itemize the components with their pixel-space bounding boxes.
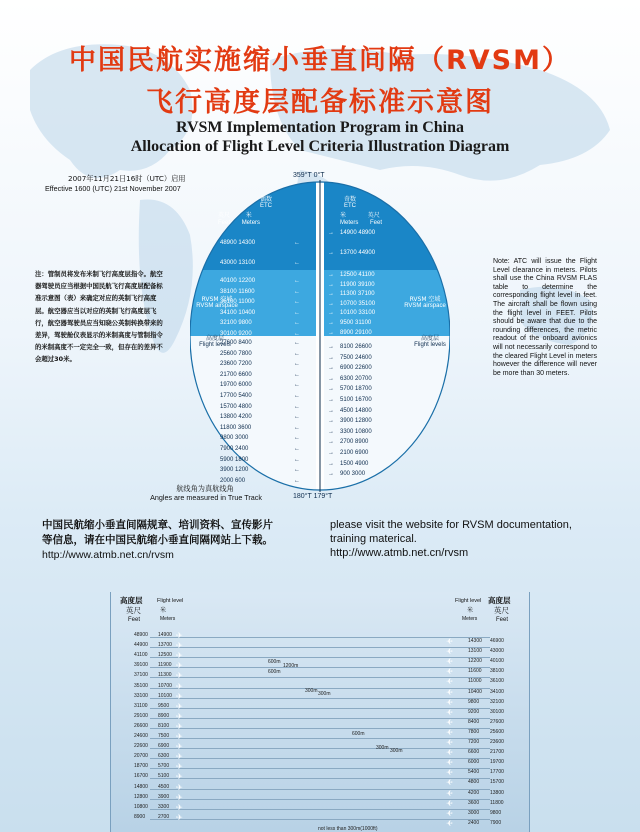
fl-left-feet: 10800 [134,803,148,810]
arrow-left-icon: ← [294,456,300,463]
arrow-left-icon: ← [294,350,300,357]
airplane-icon: ✈ [176,721,183,731]
fl-right-meters: 2400 [468,819,480,826]
info-cn-url[interactable]: http://www.atmb.net.cn/rvsm [42,549,174,561]
airplane-icon: ✈ [446,758,453,768]
arrow-left-icon: ← [294,393,300,399]
fl-right-head-m-cn: 米 [467,607,474,614]
info-cn-line2: 等信息，请在中国民航缩小垂直间隔网站上下载。 [42,534,273,546]
fl-level-line [150,799,490,800]
fl-level-line [150,748,490,749]
fl-left-head-fl: Flight level [157,598,184,604]
circle-left-row: 19700 6000 [220,382,252,389]
left-m-cn: 米 [245,212,252,219]
arrow-right-icon: → [328,439,334,446]
fl-left-feet: 18700 [134,763,148,770]
circle-left-row: 27600 8400 [220,340,252,346]
left-feet-cn: 英尺 [218,212,231,219]
circle-left-row: 3900 1200 [220,467,249,474]
fl-right-cn: 高度层 [420,335,439,342]
fl-right-meters: 3000 [468,809,480,816]
fl-left-meters: 13700 [158,642,172,649]
fl-right-meters: 3600 [468,799,480,806]
circle-left-row: 30100 9200 [220,331,252,337]
circle-left-row: 48900 14300 [220,240,256,246]
fl-right-meters: 11600 [468,668,482,675]
circle-right-row: 6900 22600 [340,365,372,372]
airplane-icon: ✈ [176,782,183,792]
info-en-line1: please visit the website for RVSM documentation, [330,519,572,531]
circle-left-row: 17700 5400 [220,393,252,399]
info-cn-line1: 中国民航缩小垂直间隔规章、培训资料、宣传影片 [42,519,273,531]
airplane-icon: ✈ [176,641,183,651]
arrow-left-icon: ← [294,371,300,378]
circle-right-row: 10100 33100 [340,310,376,317]
fl-right-feet: 13800 [490,789,504,796]
fl-right-label [400,335,460,349]
circle-right-row: 14900 48900 [340,230,376,236]
circle-left-row: 15700 4800 [220,403,252,410]
circle-left-row: 13800 4200 [220,414,252,421]
airplane-icon: ✈ [446,727,453,737]
circle-right-row: 8100 26600 [340,344,372,350]
fl-left-feet: 35100 [134,682,148,689]
circle-right-row: 1500 4900 [340,460,369,467]
airplane-icon: ✈ [446,818,453,828]
arrow-right-icon: → [328,428,334,435]
fl-left-meters: 6300 [158,753,170,760]
circle-left-row: 38100 11600 [220,288,255,295]
fl-right-feet: 27600 [490,718,504,725]
fl-left-meters: 5100 [158,773,170,780]
fl-level-line [150,677,490,678]
arrow-left-icon: ← [294,240,300,246]
circle-left-row: 2000 600 [220,477,246,484]
fl-right-feet: 34100 [490,688,504,695]
circle-right-row: 8900 29100 [340,329,372,336]
fl-right-head-fl: Flight level [455,598,482,604]
arrow-left-icon: ← [294,382,300,389]
airplane-icon: ✈ [446,657,453,667]
airplane-icon: ✈ [176,752,183,762]
arrow-left-icon: ← [294,446,300,452]
fl-right-feet: 32100 [490,698,504,705]
airplane-icon: ✈ [446,788,453,798]
circle-left-row: 32100 9800 [220,320,252,327]
arrow-right-icon: → [328,281,334,288]
fl-right-meters: 6000 [468,759,480,766]
fl-right-feet: 25600 [490,728,504,735]
airplane-icon: ✈ [446,667,453,677]
fl-left-feet: 22600 [134,743,148,750]
circle-right-row: 2100 6900 [340,450,369,456]
fl-level-line [150,778,490,779]
fl-right-en: Flight levels [414,342,446,348]
fl-left-head-feet-cn: 英尺 [126,606,141,615]
fl-left-meters: 3300 [158,803,170,810]
circle-right-row: 5100 16700 [340,397,372,403]
left-header-cn: 偶数 [259,196,272,203]
fl-right-meters: 13100 [468,648,482,655]
circle-left-row: 25600 7800 [220,350,252,357]
effective-date-cn: 2007年11月21日16时（UTC）启用 [68,174,186,183]
left-header [246,196,286,210]
fl-right-meters: 8400 [468,718,480,725]
arrow-left-icon: ← [294,340,300,346]
fl-left-feet: 29100 [134,712,148,719]
fl-right-meters: 4200 [468,789,480,796]
right-feet: Feet [370,220,383,226]
airplane-icon: ✈ [446,768,453,778]
fl-level-line [150,637,490,638]
circle-right-row: 12500 41100 [340,272,375,278]
arrow-right-icon: → [328,310,334,317]
fl-level-line [150,657,490,658]
fl-left-meters: 10700 [158,682,172,689]
fl-left-meters: 14900 [158,632,172,638]
fl-left-meters: 8900 [158,712,170,719]
effective-date-en: Effective 1600 (UTC) 21st November 2007 [45,184,181,193]
fl-left-feet: 16700 [134,773,148,780]
fl-right-meters: 6600 [468,749,480,756]
fl-level-line [150,688,490,689]
arrow-right-icon: → [328,407,334,414]
fl-right-feet: 36100 [490,678,504,685]
arrow-left-icon: ← [294,414,300,421]
airplane-icon: ✈ [446,738,453,747]
fl-left-feet: 37100 [134,672,148,679]
circle-right-row: 7500 24600 [340,354,372,361]
left-feet: Feet [218,220,231,226]
right-units [340,212,410,227]
fl-right-head-cn: 高度层 [488,596,511,605]
fl-right-feet: 40100 [490,658,504,665]
arrow-right-icon: → [328,272,334,278]
arrow-right-icon: → [328,320,334,326]
arrow-right-icon: → [328,471,334,478]
fl-right-meters: 11000 [468,678,482,685]
airplane-icon: ✈ [446,707,453,717]
annot-300m-a: 300m [305,688,318,694]
fl-right-feet: 30100 [490,708,504,715]
fl-left-feet: 8900 [134,813,146,820]
fl-right-meters: 14300 [468,638,482,644]
arrow-left-icon: ← [294,260,300,266]
fl-right-meters: 5400 [468,769,480,776]
left-meters: Meters [241,220,261,226]
airplane-icon: ✈ [176,772,183,782]
airplane-icon: ✈ [176,681,183,691]
fl-level-line [150,728,490,729]
fl-left-feet: 33100 [134,692,148,699]
circle-right-row: 13700 44900 [340,250,376,256]
fl-left-head-cn: 高度层 [120,596,143,605]
arrow-right-icon: → [328,418,334,425]
fl-right-feet: 7900 [490,819,502,826]
circle-right-row: 11900 39100 [340,281,375,288]
circle-left-row: 40100 12200 [220,278,256,284]
arrow-left-icon: ← [294,299,300,306]
fl-level-line [150,758,490,759]
left-header-etc: ETC [260,203,272,209]
angles-note-cn: 航线角为真航线角 [176,484,234,493]
fl-left-feet: 20700 [134,753,148,760]
airplane-icon: ✈ [176,742,183,752]
arrow-left-icon: ← [294,309,300,316]
fl-left-meters: 10100 [158,692,172,699]
circle-left-row: 21700 6600 [220,371,252,378]
airplane-icon: ✈ [446,748,453,758]
arrow-right-icon: → [328,397,334,403]
airplane-icon: ✈ [176,732,183,741]
fl-right-feet: 38100 [490,668,504,675]
fl-left-feet: 14800 [134,783,148,790]
fl-level-line [150,698,490,699]
fl-right-feet: 21700 [490,749,504,756]
left-units [218,212,288,227]
fl-right-feet: 19700 [490,759,504,766]
fl-right-meters: 9800 [468,698,480,705]
fl-left-feet: 44900 [134,642,148,649]
airplane-icon: ✈ [446,697,453,707]
circle-right-row: 6300 20700 [340,375,372,382]
fl-left-meters: 5700 [158,763,170,770]
fl-left-meters: 6900 [158,743,170,750]
airplane-icon: ✈ [446,647,453,657]
arrow-right-icon: → [328,230,334,236]
arrow-left-icon: ← [294,331,300,337]
fl-left-head-meters: Meters [160,616,176,622]
arrow-left-icon: ← [294,278,300,284]
fl-right-meters: 4800 [468,779,480,786]
circle-right-row: 2700 8900 [340,439,369,446]
title-en-line1: RVSM Implementation Program in China [175,119,465,136]
fl-left-head-feet: Feet [128,617,141,623]
note-cn: 注：管制员将发布米制飞行高度层指令。航空器驾驶员应当根据中国民航飞行高度层配备标准示意图（表）来确定对应的英制飞行高度层。航空器应当以对应的英制飞行高度层飞行，航空器驾驶员应当知晓公英制转换带来的差异，驾驶舱仪表显示的米制高度与管制指令的米制高度不一定完全一致，但存在的差异不会超过30米。 [35,270,163,364]
airplane-icon: ✈ [176,812,183,822]
fl-level-line [150,738,490,739]
annot-300m-d: 300m [390,748,403,754]
fl-left-meters: 8100 [158,722,170,729]
fl-level-line [150,718,490,719]
annot-600m-b: 600m [268,669,281,675]
fl-right-meters: 9200 [468,708,480,715]
fl-right-feet: 9800 [490,809,502,816]
rvsm-right-en: RVSM airspace [404,303,446,309]
arrow-left-icon: ← [294,424,300,431]
circle-right-row: 9500 31100 [340,320,372,326]
arrow-left-icon: ← [294,361,300,368]
circle-top-label: 359°T 0°T [293,172,325,179]
fl-level-line [150,819,490,820]
fl-right-meters: 7800 [468,728,480,735]
fl-right-meters: 12200 [468,658,482,665]
circle-left-row: 9800 3000 [220,435,249,442]
fl-left-head-m-cn: 米 [160,607,167,614]
fl-level-line [150,708,490,709]
rvsm-right-cn: RVSM 空域 [409,296,441,303]
fl-right-feet: 23600 [490,739,504,745]
arrow-right-icon: → [328,250,334,256]
fl-left-feet: 12800 [134,793,148,800]
arrow-right-icon: → [328,460,334,467]
fl-left-meters: 11900 [158,662,172,669]
circle-right-row: 900 3000 [340,471,366,478]
fl-left-feet: 41100 [134,652,148,659]
airplane-icon: ✈ [446,677,453,687]
fl-left-feet: 48900 [134,632,148,638]
fl-right-head-meters: Meters [462,616,478,622]
arrow-right-icon: → [328,344,334,350]
fl-left-meters: 9500 [158,702,170,709]
arrow-right-icon: → [328,450,334,456]
circle-left-row: 5900 1800 [220,456,249,463]
arrow-left-icon: ← [294,403,300,410]
airplane-icon: ✈ [176,661,183,671]
right-m-cn: 米 [340,212,347,219]
flight-level-chart [110,592,530,832]
fl-left-meters: 4500 [158,783,170,790]
fl-right-feet: 43000 [490,648,504,655]
arrow-left-icon: ← [294,288,300,295]
circle-right-row: 5700 18700 [340,386,372,393]
airplane-icon: ✈ [176,631,183,640]
fl-left-en: Flight levels [199,342,231,348]
arrow-right-icon: → [328,375,334,382]
arrow-left-icon: ← [294,477,300,484]
arrow-right-icon: → [328,365,334,372]
right-header [330,196,370,210]
fl-level-line [150,647,490,648]
fl-level-line [150,768,490,769]
flight-level-circle-diagram [190,172,450,502]
info-en-line2: training materical. [330,533,417,545]
circle-left-row: 11800 3600 [220,424,252,431]
airplane-icon: ✈ [446,717,453,727]
fl-right-head-feet-cn: 英尺 [494,606,509,615]
airplane-icon: ✈ [446,637,453,646]
annot-bottom-note: not less than 300m(1000ft) [318,826,378,832]
angles-note-en: Angles are measured in True Track [150,493,262,502]
annot-300m-c: 300m [376,745,389,751]
fl-right-meters: 7200 [468,739,480,745]
right-feet-cn: 英尺 [367,212,380,219]
circle-bottom-label: 180°T 179°T [293,493,333,500]
title-cn-line1: 中国民航实施缩小垂直间隔（RVSM） [69,45,571,76]
fl-level-line [150,809,490,810]
title-en-line2: Allocation of Flight Level Criteria Illustration Diagram [130,138,510,155]
annot-1200m: 1200m [283,663,299,669]
fl-right-head-feet: Feet [496,617,509,623]
fl-level-line [150,667,490,668]
fl-left-meters: 11300 [158,672,172,679]
circle-right-row: 3300 10800 [340,428,372,435]
airplane-icon: ✈ [176,691,183,701]
annot-600m-a: 600m [268,659,281,665]
rvsm-left-cn: RVSM 空域 [201,296,233,303]
arrow-right-icon: → [328,329,334,336]
circle-left-row: 34100 10400 [220,309,256,316]
circle-left-row: 36100 11000 [220,299,255,306]
circle-right-row: 10700 35100 [340,300,376,307]
fl-right-feet: 15700 [490,779,504,786]
right-header-etc: ETC [344,203,356,209]
annot-600m-c: 600m [352,731,365,737]
circle-right-row: 3900 12800 [340,418,372,425]
airplane-icon: ✈ [176,762,183,772]
airplane-icon: ✈ [176,651,183,661]
fl-left-meters: 3900 [158,793,170,800]
fl-level-line [150,789,490,790]
rvsm-left-en: RVSM airspace [196,303,238,309]
airplane-icon: ✈ [176,802,183,812]
fl-right-feet: 17700 [490,769,504,776]
circle-left-row: 23600 7200 [220,361,252,368]
fl-left-meters: 12500 [158,652,172,659]
airplane-icon: ✈ [446,687,453,697]
fl-left-feet: 26600 [134,722,148,729]
info-en-url[interactable]: http://www.atmb.net.cn/rvsm [330,547,469,559]
note-en: Note: ATC will issue the Flight Level clearance in meters. Pilots shall use the China RVSM FLAS table to determine the corresponding flight level in feet. The aircraft shall be flown using the flight level in FEET. Pilots should be aware that due to the rounding differences, the metric readout of the onboard avionics will not necessarily correspond to the cleared Flight Level in meters however the difference will never be more than 30 meters. [493,258,597,377]
rvsm-right-label [390,296,460,310]
arrow-right-icon: → [328,386,334,393]
fl-left-feet: 31100 [134,702,148,709]
airplane-icon: ✈ [446,808,453,818]
arrow-right-icon: → [328,354,334,361]
airplane-icon: ✈ [446,798,453,808]
circle-left-row: 7900 2400 [220,446,249,452]
airplane-icon: ✈ [176,711,183,721]
fl-left-meters: 7500 [158,733,170,739]
fl-left-meters: 2700 [158,813,170,820]
fl-right-feet: 11800 [490,799,504,806]
fl-left-feet: 39100 [134,662,148,669]
fl-left-cn: 高度层 [205,335,224,342]
airplane-icon: ✈ [176,671,183,681]
right-meters: Meters [340,220,359,226]
airplane-icon: ✈ [446,778,453,788]
info-en [330,518,600,560]
airplane-icon: ✈ [176,792,183,802]
airplane-icon: ✈ [176,701,183,711]
fl-left-feet: 24600 [134,733,148,739]
circle-right-row: 4500 14800 [340,407,372,414]
arrow-right-icon: → [328,300,334,307]
right-header-cn: 奇数 [343,196,356,203]
circle-right-row: 11300 37100 [340,291,375,298]
arrow-right-icon: → [328,291,334,298]
fl-right-feet: 46900 [490,638,504,644]
title-cn-line2: 飞行高度层配备标准示意图 [146,87,494,118]
arrow-left-icon: ← [294,320,300,327]
fl-right-meters: 10400 [468,688,482,695]
annot-300m-b: 300m [318,691,331,697]
circle-left-row: 43000 13100 [220,260,256,266]
info-cn [42,518,312,563]
arrow-left-icon: ← [294,467,300,474]
arrow-left-icon: ← [294,435,300,442]
